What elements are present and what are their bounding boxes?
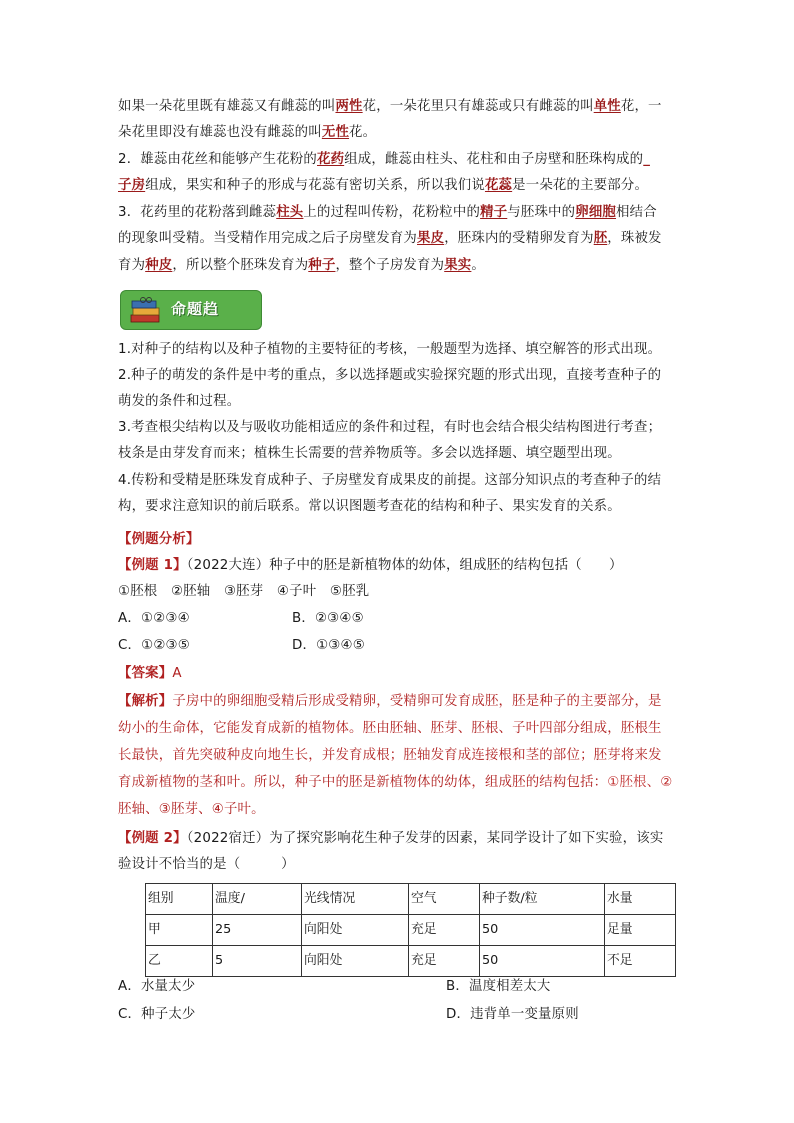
text-line: 子房组成，果实和种子的形成与花蕊有密切关系，所以我们说花蕊是一朵花的主要部分。 [118,178,649,193]
table-cell: 向阳处 [302,946,409,977]
answer: 【答案】A [118,666,182,681]
text-line: 3．花药里的花粉落到雌蕊柱头上的过程叫传粉，花粉粒中的精子与胚珠中的卵细胞相结合 [118,205,657,220]
table-header: 水量 [605,884,676,915]
books-icon [129,297,163,325]
experiment-table [145,883,676,977]
question-stem: 【例题 2】（2022宿迁）为了探究影响花生种子发芽的因素，某同学设计了如下实验，该实 [118,831,664,846]
table-cell: 25 [213,915,302,946]
analysis-line: 胚轴、③胚芽、④子叶。 [118,802,265,817]
trend-line: 4.传粉和受精是胚珠发育成种子、子房壁发育成果皮的前提。这部分知识点的考查种子的结 [118,473,662,488]
table-row [146,946,676,977]
option-c: C．①②③⑤ [118,638,190,653]
table-row [146,915,676,946]
key-term: 种皮 [145,258,173,273]
key-term: 柱头 [276,205,304,220]
option-b: B．②③④⑤ [292,611,364,626]
table-cell: 5 [213,946,302,977]
key-term: 花蕊 [484,178,513,193]
analysis-line: 【解析】子房中的卵细胞受精后形成受精卵，受精卵可发育成胚，胚是种子的主要部分，是 [118,694,662,709]
table-cell: 足量 [605,915,676,946]
key-term: 子房 [118,178,146,193]
question-items: ①胚根 ②胚轴 ③胚芽 ④子叶 ⑤胚乳 [118,584,370,599]
text-line: 育为种皮，所以整个胚珠发育为种子，整个子房发育为果实。 [118,258,485,273]
table-cell: 充足 [409,946,480,977]
key-term: 卵细胞 [575,205,617,220]
section-heading: 【例题分析】 [118,532,200,547]
key-term: 果皮 [417,231,445,246]
table-header-row [146,884,676,915]
banner-title: 命题趋 [171,300,220,318]
trend-line: 萌发的条件和过程。 [118,394,241,409]
table-header: 组别 [146,884,213,915]
table-cell: 乙 [146,946,213,977]
option-a: A．①②③④ [118,611,190,626]
table-header: 光线情况 [302,884,409,915]
question-stem: 验设计不恰当的是（ ） [118,857,295,872]
table-cell: 甲 [146,915,213,946]
trend-line: 3.考查根尖结构以及与吸收功能相适应的条件和过程，有时也会结合根尖结构图进行考查； [118,420,662,435]
text-line: 的现象叫受精。当受精作用完成之后子房壁发育为果皮，胚珠内的受精卵发育为胚，珠被发 [118,231,662,246]
analysis-line: 幼小的生命体，它能发育成新的植物体。胚由胚轴、胚芽、胚根、子叶四部分组成，胚根生 [118,721,662,736]
trend-line: 枝条是由芽发育而来；植株生长需要的营养物质等。多会以选择题、填空题型出现。 [118,446,621,461]
key-term: 两性 [335,99,363,114]
key-term: 种子 [308,258,336,273]
trend-line: 2.种子的萌发的条件是中考的重点，多以选择题或实验探究题的形式出现，直接考查种子的 [118,368,662,383]
question-stem: 【例题 1】（2022大连）种子中的胚是新植物体的幼体，组成胚的结构包括（ ） [118,558,623,573]
text-line: 朵花里即没有雄蕊也没有雌蕊的叫无性花。 [118,125,377,140]
text-line: 2．雄蕊由花丝和能够产生花粉的花药组成，雌蕊由柱头、花柱和由子房壁和胚珠构成的_ [118,152,651,167]
key-term: 精子 [480,205,508,220]
text-line: 如果一朵花里既有雄蕊又有雌蕊的叫两性花，一朵花里只有雄蕊或只有雌蕊的叫单性花，一 [118,99,662,114]
trend-line: 构，要求注意知识的前后联系。常以识图题考查花的结构和种子、果实发育的关系。 [118,499,621,514]
analysis-line: 长最快，首先突破种皮向地生长，并发育成根；胚轴发育成连接根和茎的部位；胚芽将来发 [118,748,662,763]
option-d: D．违背单一变量原则 [446,1007,579,1022]
trend-line: 1.对种子的结构以及种子植物的主要特征的考核，一般题型为选择、填空解答的形式出现。 [118,342,662,357]
option-d: D．①③④⑤ [292,638,365,653]
option-b: B．温度相差太大 [446,979,551,994]
table-cell: 充足 [409,915,480,946]
analysis-line: 育成新植物的茎和叶。所以，种子中的胚是新植物体的幼体，组成胚的结构包括：①胚根、② [118,775,673,790]
key-term: 花药 [317,152,345,167]
table-header: 温度/ [213,884,302,915]
table-header: 种子数/粒 [480,884,605,915]
option-c: C．种子太少 [118,1007,196,1022]
table-cell: 50 [480,915,605,946]
key-term: 单性 [593,99,621,114]
key-term: 胚 [593,231,608,246]
key-term: 无性 [321,125,350,140]
trend-banner [120,290,262,330]
key-term: 果实 [444,258,472,273]
table-cell: 50 [480,946,605,977]
table-cell: 向阳处 [302,915,409,946]
table-header: 空气 [409,884,480,915]
option-a: A．水量太少 [118,979,196,994]
table-cell: 不足 [605,946,676,977]
